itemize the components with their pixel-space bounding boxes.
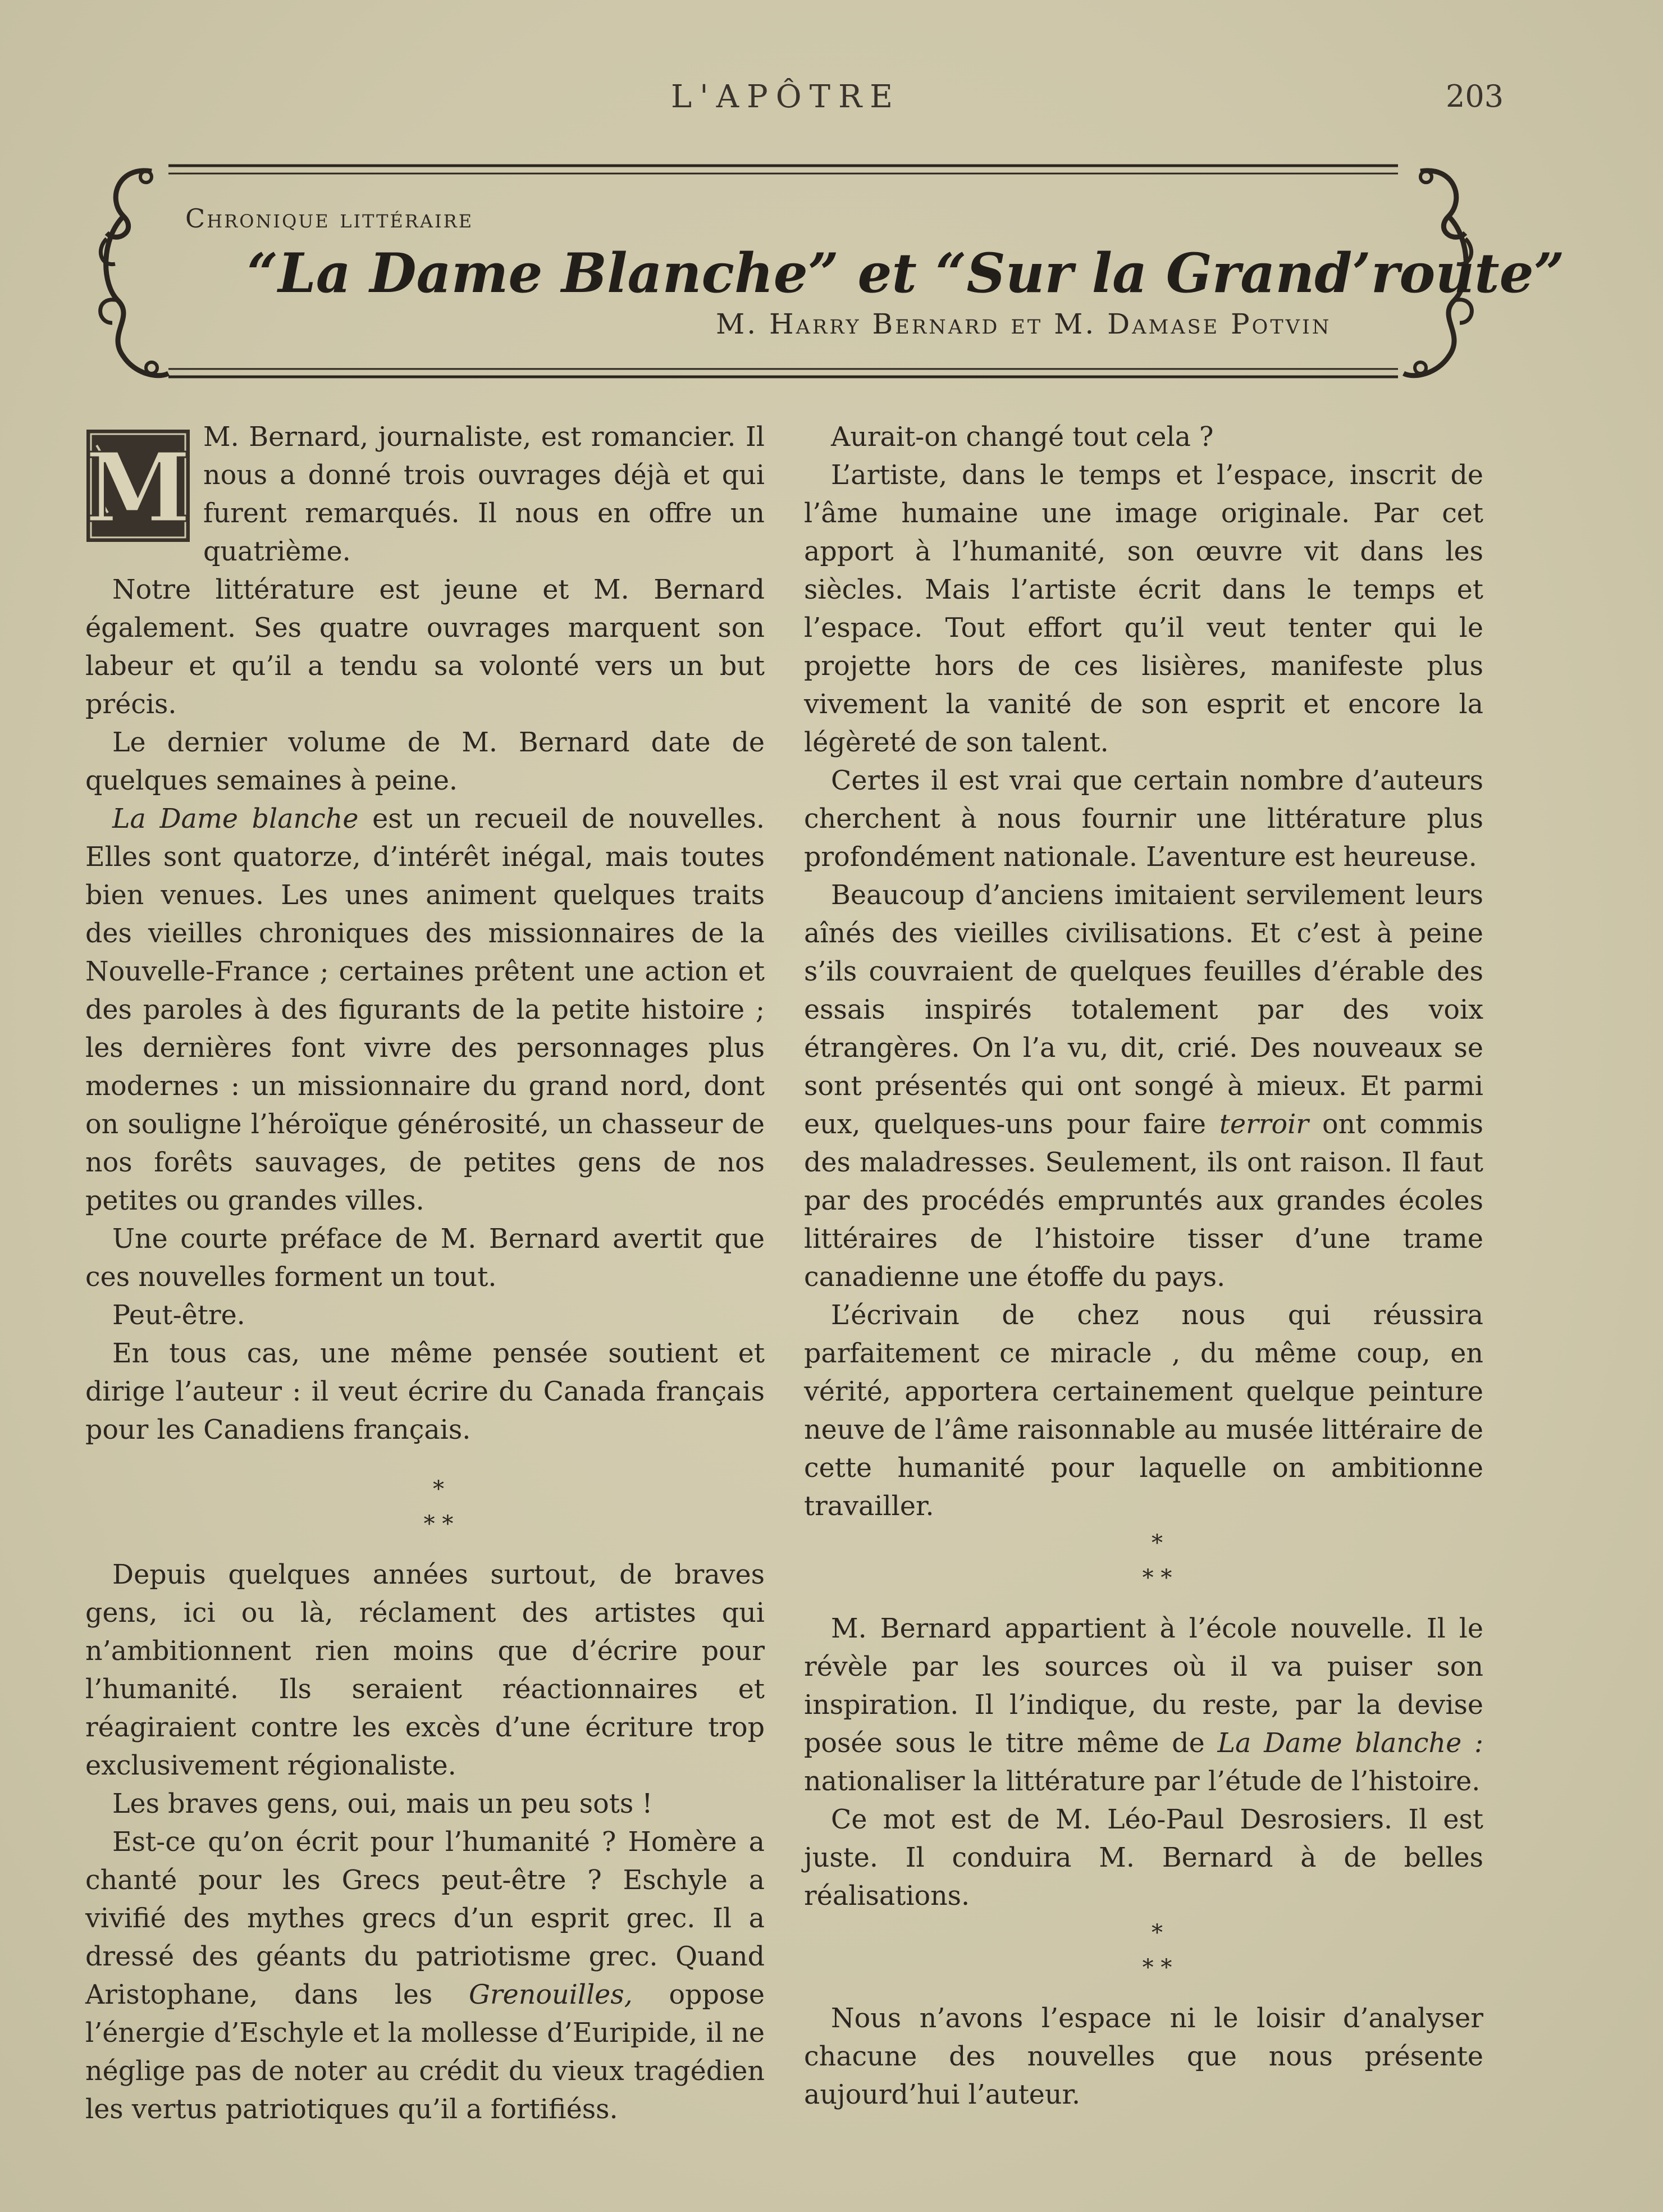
paragraph [804, 1610, 1483, 1801]
paragraph [85, 800, 765, 1220]
emphasized-word: terroir [1219, 1109, 1309, 1140]
paragraph-text: nationaliser la littérature par l’étude de l’histoire. [804, 1766, 1481, 1797]
spacer [85, 1541, 765, 1556]
paragraph: L’écrivain de chez nous qui réussira parfaitement ce miracle , du même coup, en vérité, apportera certainement quelque peinture neuve de l’âme raisonnable au musée littéraire de cette humanité pour laquelle on ambitionne travailler. [804, 1300, 1483, 1522]
article-byline: M. Harry Bernard et M. Damase Potvin [716, 308, 1332, 340]
paragraph: Ce mot est de M. Léo-Paul Desrosiers. Il est juste. Il conduira M. Bernard à de belles réalisations. [804, 1804, 1483, 1912]
running-head [0, 79, 1663, 124]
paragraph: Depuis quelques années surtout, de braves gens, ici ou là, réclament des artistes qui n’ambitionnent rien moins que d’écrire pour l’humanité. Ils seraient réactionnaires et réagiraient contre les excès d’une écriture trop exclusivement régionaliste. [85, 1559, 765, 1781]
paragraph-text: ont commis des maladresses. Seulement, ils ont raison. Il faut par des procédés empruntés aux grandes écoles littéraires de l’histoire tisser d’une trame canadienne une étoffe du pays. [804, 1109, 1483, 1293]
paragraph: En tous cas, une même pensée soutient et dirige l’auteur : il veut écrire du Canada français pour les Canadiens français. [85, 1338, 765, 1445]
section-rubric: Chronique littéraire [185, 203, 474, 234]
right-column [804, 418, 1483, 2114]
paragraph: Certes il est vrai que certain nombre d’auteurs cherchent à nous fournir une littérature plus profondément nationale. L’aventure est heureuse. [804, 765, 1483, 873]
section-break-asterism-bottom: * * [1142, 1565, 1172, 1591]
left-column [85, 418, 765, 2129]
section-break-asterism-bottom: * * [423, 1511, 454, 1537]
paragraph: Les braves gens, oui, mais un peu sots ! [112, 1789, 653, 1819]
paragraph: Peut-être. [112, 1300, 245, 1331]
paragraph-text: Est-ce qu’on écrit pour l’humanité ? Homère a chanté pour les Grecs peut-être ? Eschyle a vivifié des mythes grecs d’un esprit grec. Il a dressé des géants du patriotisme grec. Quand Aristophane, dans les [85, 1827, 765, 2010]
paragraph: Aurait-on changé tout cela ? [831, 422, 1214, 453]
svg-text:M: M [85, 432, 191, 543]
spacer [85, 1449, 765, 1472]
paragraph: L’artiste, dans le temps et l’espace, inscrit de l’âme humaine une image originale. Par cet apport à l’humanité, son œuvre vit dans les siècles. Mais l’artiste écrit dans le temps et l’espace. Tout effort qu’il veut tenter qui le projette hors de ces lisières, manifeste plus vivement la vanité de son esprit et encore la légèreté de son talent. [804, 460, 1483, 758]
paragraph-text: Beaucoup d’anciens imitaient servilement leurs aînés des vieilles civilisations. Et c’est à peine s’ils couvraient de quelques feuilles d’érable des essais inspirés totalement par des voix étrangères. On l’a vu, dit, crié. Des nouveaux se sont présentés qui ont songé à mieux. Et parmi eux, quelques-uns pour faire [804, 880, 1483, 1140]
paragraph: Le dernier volume de M. Bernard date de quelques semaines à peine. [85, 727, 765, 796]
spacer [804, 1595, 1483, 1610]
spacer [804, 1985, 1483, 2000]
paragraph: Une courte préface de M. Bernard avertit que ces nouvelles forment un tout. [85, 1224, 765, 1293]
section-break-asterism-top: * [1152, 1920, 1163, 1946]
drop-cap-m-ornament [85, 428, 191, 543]
journal-title: L'APÔTRE [671, 79, 901, 115]
section-break-asterism-top: * [1152, 1530, 1163, 1556]
paragraph [804, 877, 1483, 1297]
paragraph-text: oppose l’énergie d’Eschyle et la mollesse d’Euripide, il ne néglige pas de noter au crédit du vieux tragédien les vertus patriotiques qu’il a fortifiéss. [85, 1980, 765, 2125]
book-title: La Dame blanche [112, 804, 359, 834]
paragraph [85, 1823, 765, 2129]
work-title: Grenouilles, [469, 1980, 633, 2010]
paragraph-text: M. Bernard appartient à l’école nouvelle. Il le révèle par les sources où il va puiser son inspiration. Il l’indique, du reste, par la devise posée sous le titre même de [804, 1613, 1483, 1759]
paragraph: Nous n’avons l’espace ni le loisir d’analyser chacune des nouvelles que nous présente aujourd’hui l’auteur. [804, 2003, 1483, 2110]
section-break-asterism-top: * [433, 1476, 444, 1502]
page-number: 203 [1446, 79, 1504, 114]
paragraph: M. Bernard, journaliste, est romancier. Il nous a donné trois ouvrages déjà et qui furent remarqués. Il nous en offre un quatrième. [203, 422, 765, 567]
section-break-asterism-bottom: * * [1142, 1955, 1172, 1981]
article-headline: “La Dame Blanche” et “Sur la Grand’route” [247, 241, 1565, 305]
paragraph-text: est un recueil de nouvelles. Elles sont quatorze, d’intérêt inégal, mais toutes bien venues. Les unes animent quelques traits des vieilles chroniques des missionnaires de la Nouvelle-France ; certaines prêtent une action et des paroles à des figurants de la petite histoire ; les dernières font vivre des personnages plus modernes : un missionnaire du grand nord, dont on souligne l’héroïque générosité, un chasseur de nos forêts sauvages, de petites gens de nos petites ou grandes villes. [85, 804, 765, 1216]
paragraph: Notre littérature est jeune et M. Bernard également. Ses quatre ouvrages marquent son labeur et qu’il a tendu sa volonté vers un but précis. [85, 574, 765, 720]
book-title: La Dame blanche : [1217, 1728, 1484, 1759]
